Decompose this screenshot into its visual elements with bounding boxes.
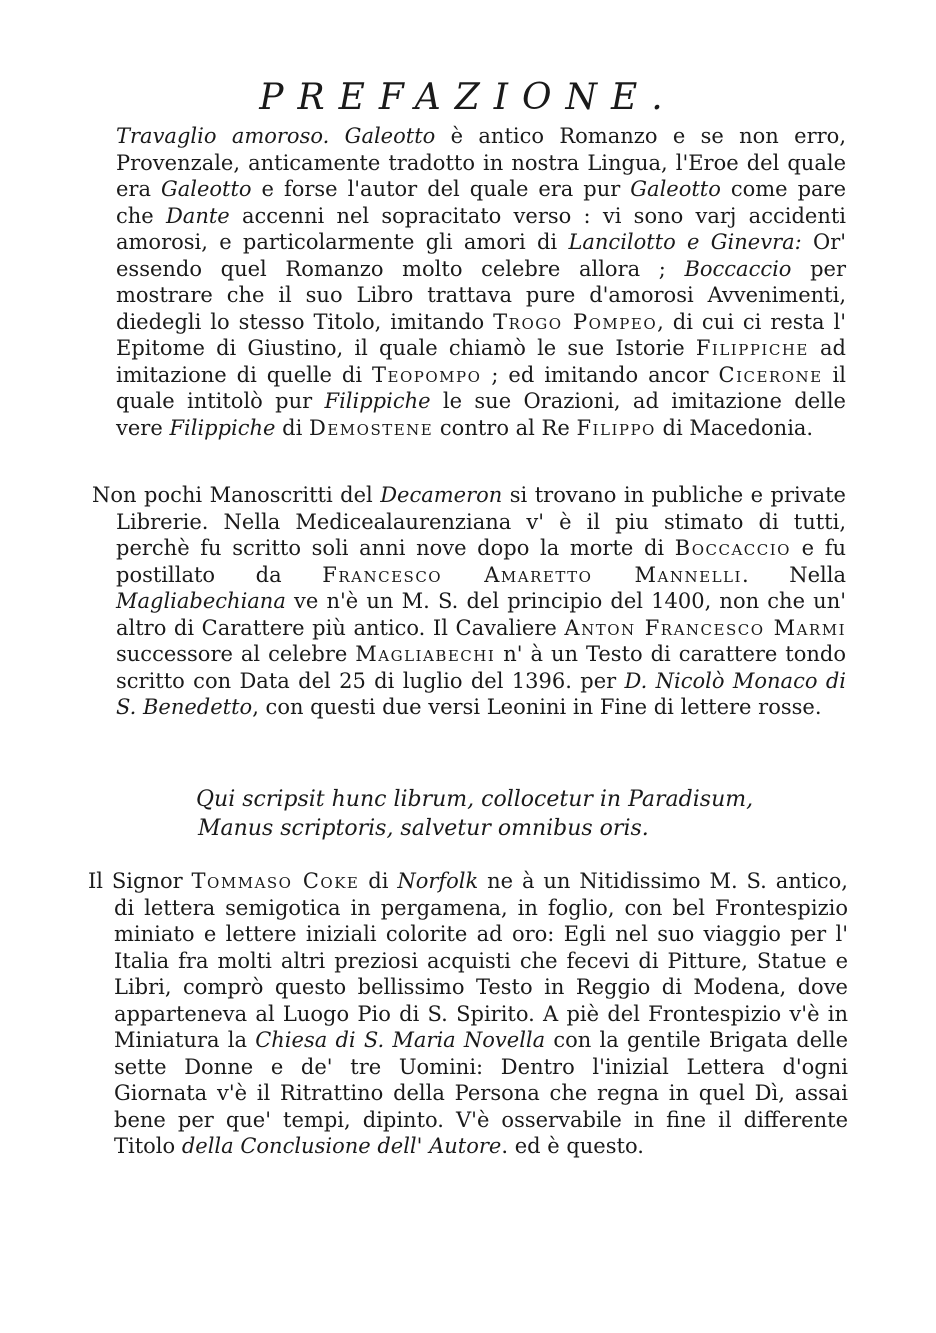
text-run: Teopompo <box>372 362 482 387</box>
text-run: Tommaso Coke <box>191 869 360 893</box>
text-run: Anton Francesco Marmi <box>564 615 846 640</box>
text-run: Magliabechi <box>355 642 496 666</box>
text-run: accenni nel sopracitato verso : vi sono varj accidenti amorosi, e particolarmente gli amori di <box>116 203 846 254</box>
text-run: Filippo <box>576 415 656 440</box>
text-run: è antico Romanzo e se non erro, Provenzale, anticamente tradotto in nostra Lingua, l'Eroe del quale era <box>116 124 846 201</box>
text-run: Boccaccio <box>674 536 791 560</box>
text-run: Galeotto <box>344 124 436 148</box>
text-run: n' à un Testo di carattere tondo scritto con Data del 25 di luglio del 1396. per <box>116 642 846 693</box>
text-run: di <box>275 415 309 440</box>
latin-verse <box>196 785 816 843</box>
paragraph-travaglio-amoroso <box>116 123 846 441</box>
text-run: e fu postillato da <box>116 536 846 587</box>
text-run: della Conclusione dell' Autore <box>181 1134 502 1158</box>
text-run: D. Nicolò Monaco di S. Benedetto <box>116 668 846 719</box>
paragraph-coke-manuscript <box>88 868 848 1160</box>
text-run: , di cui ci resta l' Epitome di Giustino, il quale chiamò le sue Istorie <box>116 309 847 360</box>
text-run: Cicerone <box>718 362 823 387</box>
text-run: Magliabechiana <box>116 589 286 613</box>
text-run: ad imitazione di quelle di <box>116 336 847 387</box>
verse-line: Manus scriptoris, salvetur omnibus oris. <box>198 816 649 841</box>
text-run: Dante <box>165 203 230 228</box>
text-run: Filippiche <box>324 389 431 413</box>
text-run: Filippiche <box>695 336 809 360</box>
text-run: e forse l'autor del quale era pur <box>251 177 631 201</box>
text-run: con la gentile Brigata delle sette Donne e de' tre Uomini: Dentro l'inizial Lettera d'ogni Giornata v'è il Ritrattino della Persona che regna in quel Dì, assai bene per que' tempi, dipinto. V'è osservabile in fine il differente Titolo <box>114 1028 848 1158</box>
text-run: , con questi due versi Leonini in Fine di lettere rosse. <box>252 695 822 719</box>
text-run: il quale intitolò pur <box>116 362 846 413</box>
verse-line: Qui scripsit hunc librum, collocetur in Paradisum, <box>196 787 754 812</box>
text-run: ; ed imitando ancor <box>481 362 719 387</box>
text-run: si trovano in publiche e private Librerie. Nella Medicealaurenziana v' è il piu stimato di tutti, perchè fu scritto soli anni nove dopo la morte di <box>116 483 846 560</box>
heading-text: Travaglio amoroso. <box>116 124 330 148</box>
text-run: Decameron <box>380 483 503 507</box>
text-run: Il Signor <box>88 869 192 893</box>
text-run: di Macedonia. <box>655 415 814 440</box>
text-run: le sue Orazioni, ad imitazione delle vere <box>116 389 846 440</box>
text-run: successore al celebre <box>116 642 356 666</box>
text-run: Norfolk <box>397 869 479 893</box>
text-run: ne à un Nitidissimo M. S. antico, di lettera semigotica in pergamena, in foglio, con bel Frontespizio miniato e lettere iniziali colorite ad oro: Egli nel suo viaggio per l' Italia fra molti altri preziosi acquisti che fecevi di Pitture, Statue e Libri, comprò questo bellissimo Testo in Reggio di Modena, dove apparteneva al Luogo Pio di S. Spirito. A piè del Frontespizio v'è in Miniatura la <box>114 869 848 1052</box>
text-run <box>329 124 344 148</box>
text-run: contro al Re <box>433 415 577 440</box>
text-run: Or' essendo quel Romanzo molto celebre allora ; <box>116 230 847 281</box>
text-run: Boccaccio <box>684 256 792 281</box>
text-run: di <box>359 869 398 893</box>
text-run: Galeotto <box>630 177 721 201</box>
text-run: Demostene <box>309 415 434 440</box>
text-run: Chiesa di S. Maria Novella <box>255 1028 546 1052</box>
text-run: Lancilotto e Ginevra: <box>568 230 802 254</box>
text-run: . ed è questo. <box>501 1134 644 1158</box>
paragraph-manoscritti <box>92 482 846 721</box>
text-run: come pare che <box>116 177 847 228</box>
text-run: Francesco Amaretto Mannelli <box>322 562 742 587</box>
page-title: PREFAZIONE. <box>259 77 677 118</box>
text-run: ve n'è un M. S. del principio del 1400, non che un' altro di Carattere più antico. Il Cavaliere <box>116 589 846 640</box>
text-run: Trogo Pompeo <box>493 309 658 334</box>
text-run: Non pochi Manoscritti del <box>92 483 381 507</box>
text-run: . Nella <box>741 562 847 587</box>
text-run: per mostrare che il suo Libro trattava pure d'amorosi Avvenimenti, diedegli lo stesso Titolo, imitando <box>116 256 846 334</box>
text-run: Galeotto <box>160 177 252 201</box>
text-run: Filippiche <box>169 415 276 440</box>
